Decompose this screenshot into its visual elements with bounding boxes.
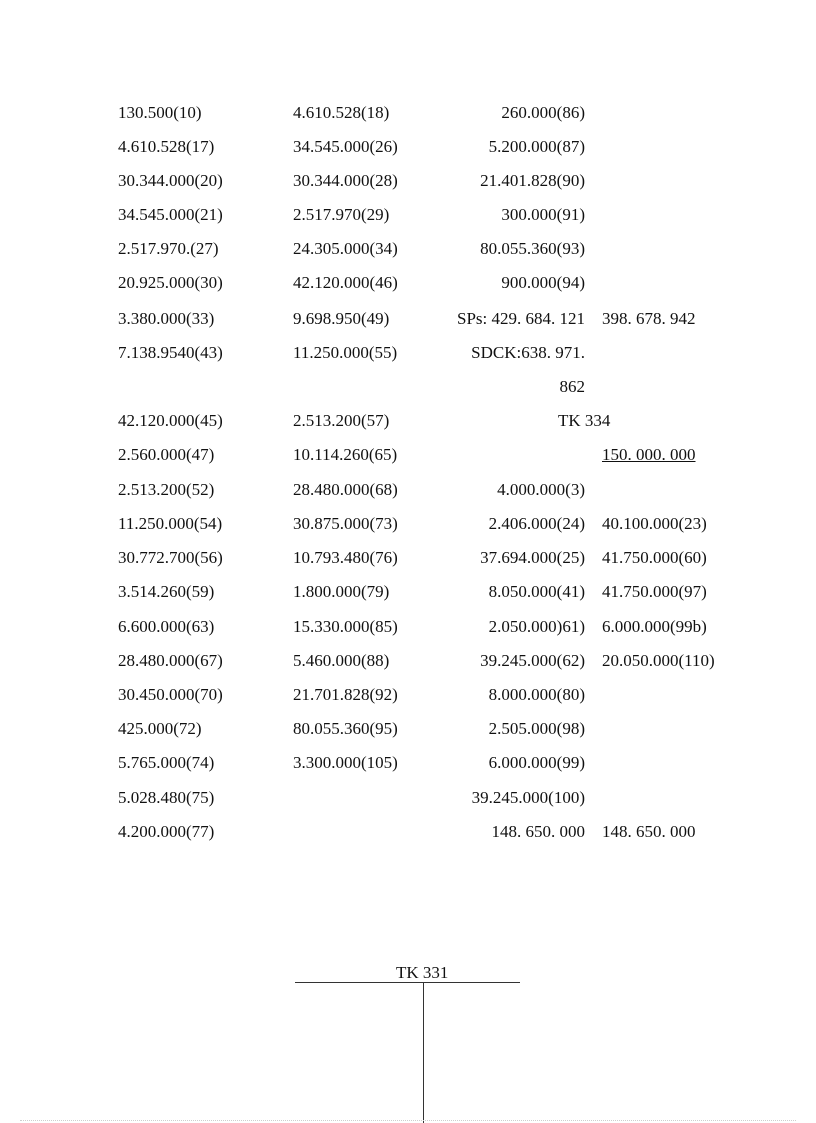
sps-total-credit: 398. 678. 942: [602, 309, 696, 328]
ledger-entry: 80.055.360(93): [480, 239, 585, 258]
ledger-entry: 24.305.000(34): [293, 239, 398, 258]
ledger-entry: 30.772.700(56): [118, 548, 223, 567]
closing-balance: SDCK:638. 971.: [471, 343, 585, 362]
ledger-entry: 2.050.000)61): [488, 617, 585, 636]
ledger-entry: 4.610.528(17): [118, 137, 215, 156]
ledger-entry: 2.513.200(57): [293, 411, 390, 430]
ledger-entry: 2.560.000(47): [118, 445, 215, 464]
ledger-entry: 8.050.000(41): [488, 582, 585, 601]
ledger-entry: 8.000.000(80): [488, 685, 585, 704]
ledger-entry: 2.517.970(29): [293, 205, 390, 224]
ledger-entry: 2.513.200(52): [118, 480, 215, 499]
sps-total: SPs: 429. 684. 121: [457, 309, 585, 328]
t-account-vertical-line: [423, 982, 424, 1123]
ledger-entry: 10.793.480(76): [293, 548, 398, 567]
ledger-entry: 6.600.000(63): [118, 617, 215, 636]
ledger-entry: 9.698.950(49): [293, 309, 390, 328]
ledger-entry: 5.028.480(75): [118, 788, 215, 807]
ledger-entry: 3.514.260(59): [118, 582, 215, 601]
ledger-entry: 425.000(72): [118, 719, 202, 738]
ledger-entry: 260.000(86): [501, 103, 585, 122]
ledger-entry: 39.245.000(100): [471, 788, 585, 807]
ledger-entry: 11.250.000(54): [118, 514, 223, 533]
ledger-entry: 5.200.000(87): [488, 137, 585, 156]
ledger-entry: 21.401.828(90): [480, 171, 585, 190]
ledger-entry: 5.765.000(74): [118, 753, 215, 772]
ledger-entry: 3.380.000(33): [118, 309, 215, 328]
ledger-entry: 28.480.000(67): [118, 651, 223, 670]
ledger-entry: 15.330.000(85): [293, 617, 398, 636]
ledger-entry: 5.460.000(88): [293, 651, 390, 670]
ledger-entry: 2.406.000(24): [488, 514, 585, 533]
ledger-entry: 37.694.000(25): [480, 548, 585, 567]
ledger-entry: 80.055.360(95): [293, 719, 398, 738]
total-credit: 148. 650. 000: [602, 822, 696, 841]
ledger-entry: 34.545.000(21): [118, 205, 223, 224]
ledger-entry: 20.925.000(30): [118, 273, 223, 292]
ledger-entry: 28.480.000(68): [293, 480, 398, 499]
t-account-horizontal-line: [295, 982, 520, 983]
ledger-entry: 30.875.000(73): [293, 514, 398, 533]
ledger-entry: 3.300.000(105): [293, 753, 398, 772]
ledger-entry: 40.100.000(23): [602, 514, 707, 533]
total-debit: 148. 650. 000: [491, 822, 585, 841]
ledger-entry: 42.120.000(45): [118, 411, 223, 430]
ledger-entry: 30.344.000(28): [293, 171, 398, 190]
ledger-entry: 6.000.000(99b): [602, 617, 707, 636]
ledger-entry: 4.000.000(3): [497, 480, 585, 499]
closing-balance-cont: 862: [559, 377, 585, 396]
ledger-entry: 6.000.000(99): [488, 753, 585, 772]
ledger-entry: 41.750.000(97): [602, 582, 707, 601]
ledger-entry: 10.114.260(65): [293, 445, 398, 464]
account-title-tk331: TK 331: [396, 963, 449, 982]
ledger-entry: 130.500(10): [118, 103, 202, 122]
account-title-tk334: TK 334: [558, 411, 611, 430]
ledger-entry: 34.545.000(26): [293, 137, 398, 156]
ledger-entry: 39.245.000(62): [480, 651, 585, 670]
ledger-entry: 2.505.000(98): [488, 719, 585, 738]
ledger-entry: 30.344.000(20): [118, 171, 223, 190]
opening-balance-tk334: 150. 000. 000: [602, 445, 696, 464]
ledger-entry: 20.050.000(110): [602, 651, 715, 670]
ledger-entry: 21.701.828(92): [293, 685, 398, 704]
ledger-entry: 42.120.000(46): [293, 273, 398, 292]
ledger-entry: 2.517.970.(27): [118, 239, 219, 258]
ledger-entry: 41.750.000(60): [602, 548, 707, 567]
ledger-entry: 900.000(94): [501, 273, 585, 292]
page-edge: [20, 1120, 796, 1121]
ledger-entry: 7.138.9540(43): [118, 343, 223, 362]
ledger-entry: 11.250.000(55): [293, 343, 398, 362]
ledger-entry: 300.000(91): [501, 205, 585, 224]
ledger-entry: 4.610.528(18): [293, 103, 390, 122]
ledger-entry: 4.200.000(77): [118, 822, 215, 841]
ledger-entry: 30.450.000(70): [118, 685, 223, 704]
ledger-entry: 1.800.000(79): [293, 582, 390, 601]
